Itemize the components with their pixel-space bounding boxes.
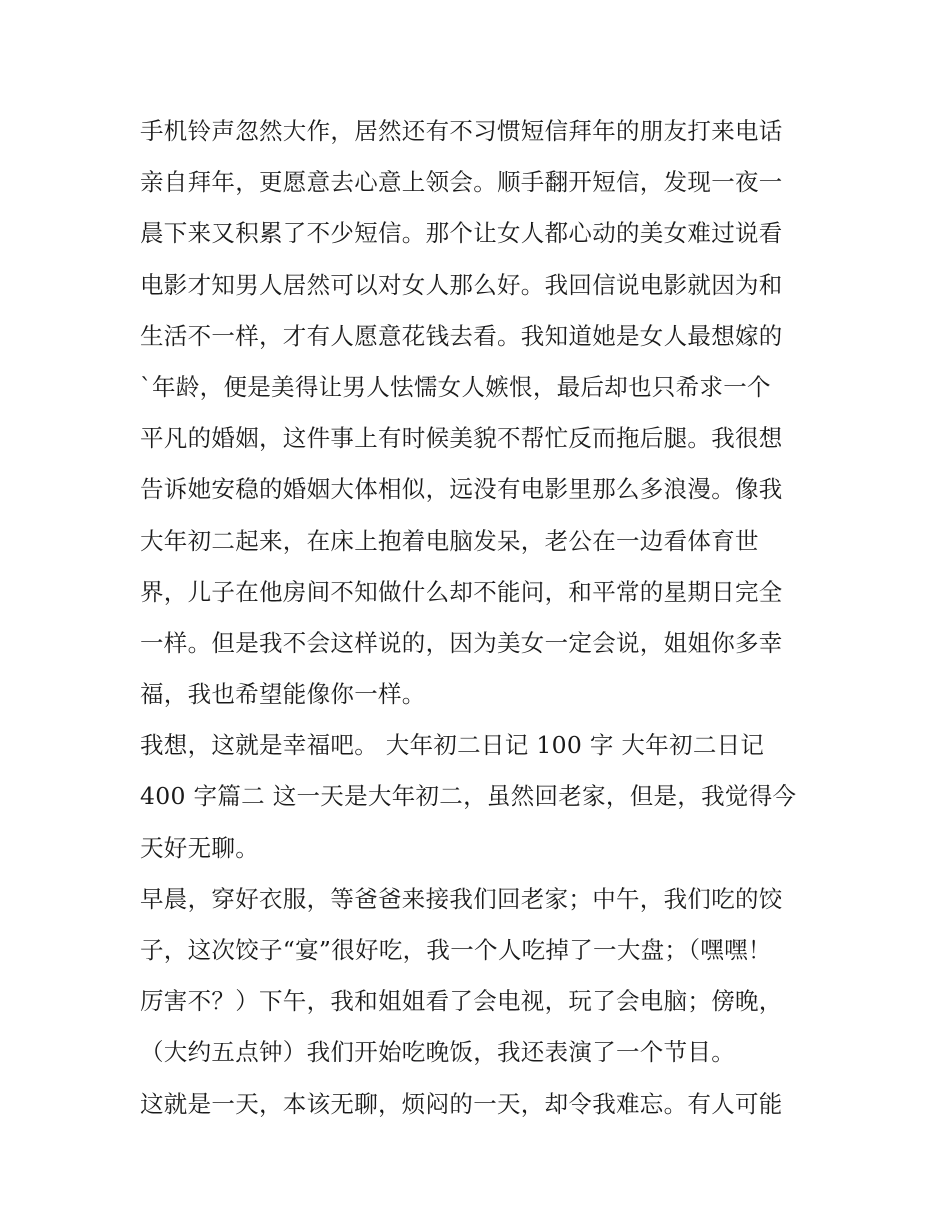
text-line: 手机铃声忽然大作，居然还有不习惯短信拜年的朋友打来电话	[140, 117, 783, 145]
text-line: 早晨，穿好衣服，等爸爸来接我们回老家；中午，我们吃的饺	[140, 884, 783, 913]
text-line: 告诉她安稳的婚姻大体相似，远没有电影里那么多浪漫。像我	[140, 475, 783, 504]
text-line: `年龄，便是美得让男人怯懦女人嫉恨，最后却也只希求一个	[140, 372, 771, 401]
text-line: 我想，这就是幸福吧。 大年初二日记 100 字 大年初二日记	[140, 731, 765, 760]
text-line: 子，这次饺子“宴”很好吃，我一个人吃掉了一大盘；（嘿嘿！	[140, 936, 772, 964]
text-line: 大年初二起来，在床上抱着电脑发呆，老公在一边看体育世	[140, 526, 759, 555]
text-line: 400 字篇二 这一天是大年初二，虽然回老家，但是，我觉得今	[140, 782, 797, 811]
text-line: 平凡的婚姻，这件事上有时候美貌不帮忙反而拖后腿。我很想	[140, 424, 783, 453]
text-line: 界，儿子在他房间不知做什么却不能问，和平常的星期日完全	[140, 577, 783, 606]
text-line: 福，我也希望能像你一样。	[140, 680, 426, 709]
text-line: （大约五点钟）我们开始吃晚饭，我还表演了一个节目。	[140, 1038, 735, 1067]
text-line: 生活不一样，才有人愿意花钱去看。我知道她是女人最想嫁的	[140, 321, 783, 350]
text-line: 电影才知男人居然可以对女人那么好。我回信说电影就因为和	[140, 270, 783, 299]
text-line: 天好无聊。	[140, 833, 259, 862]
text-line: 亲自拜年，更愿意去心意上领会。顺手翻开短信，发现一夜一	[140, 168, 783, 197]
document-body	[140, 106, 820, 1130]
text-line: 这就是一天，本该无聊，烦闷的一天，却令我难忘。有人可能	[140, 1089, 783, 1118]
text-line: 厉害不？）下午，我和姐姐看了会电视，玩了会电脑；傍晚，	[140, 987, 783, 1016]
text-line: 一样。但是我不会这样说的，因为美女一定会说，姐姐你多幸	[140, 628, 783, 657]
text-line: 晨下来又积累了不少短信。那个让女人都心动的美女难过说看	[140, 219, 783, 248]
